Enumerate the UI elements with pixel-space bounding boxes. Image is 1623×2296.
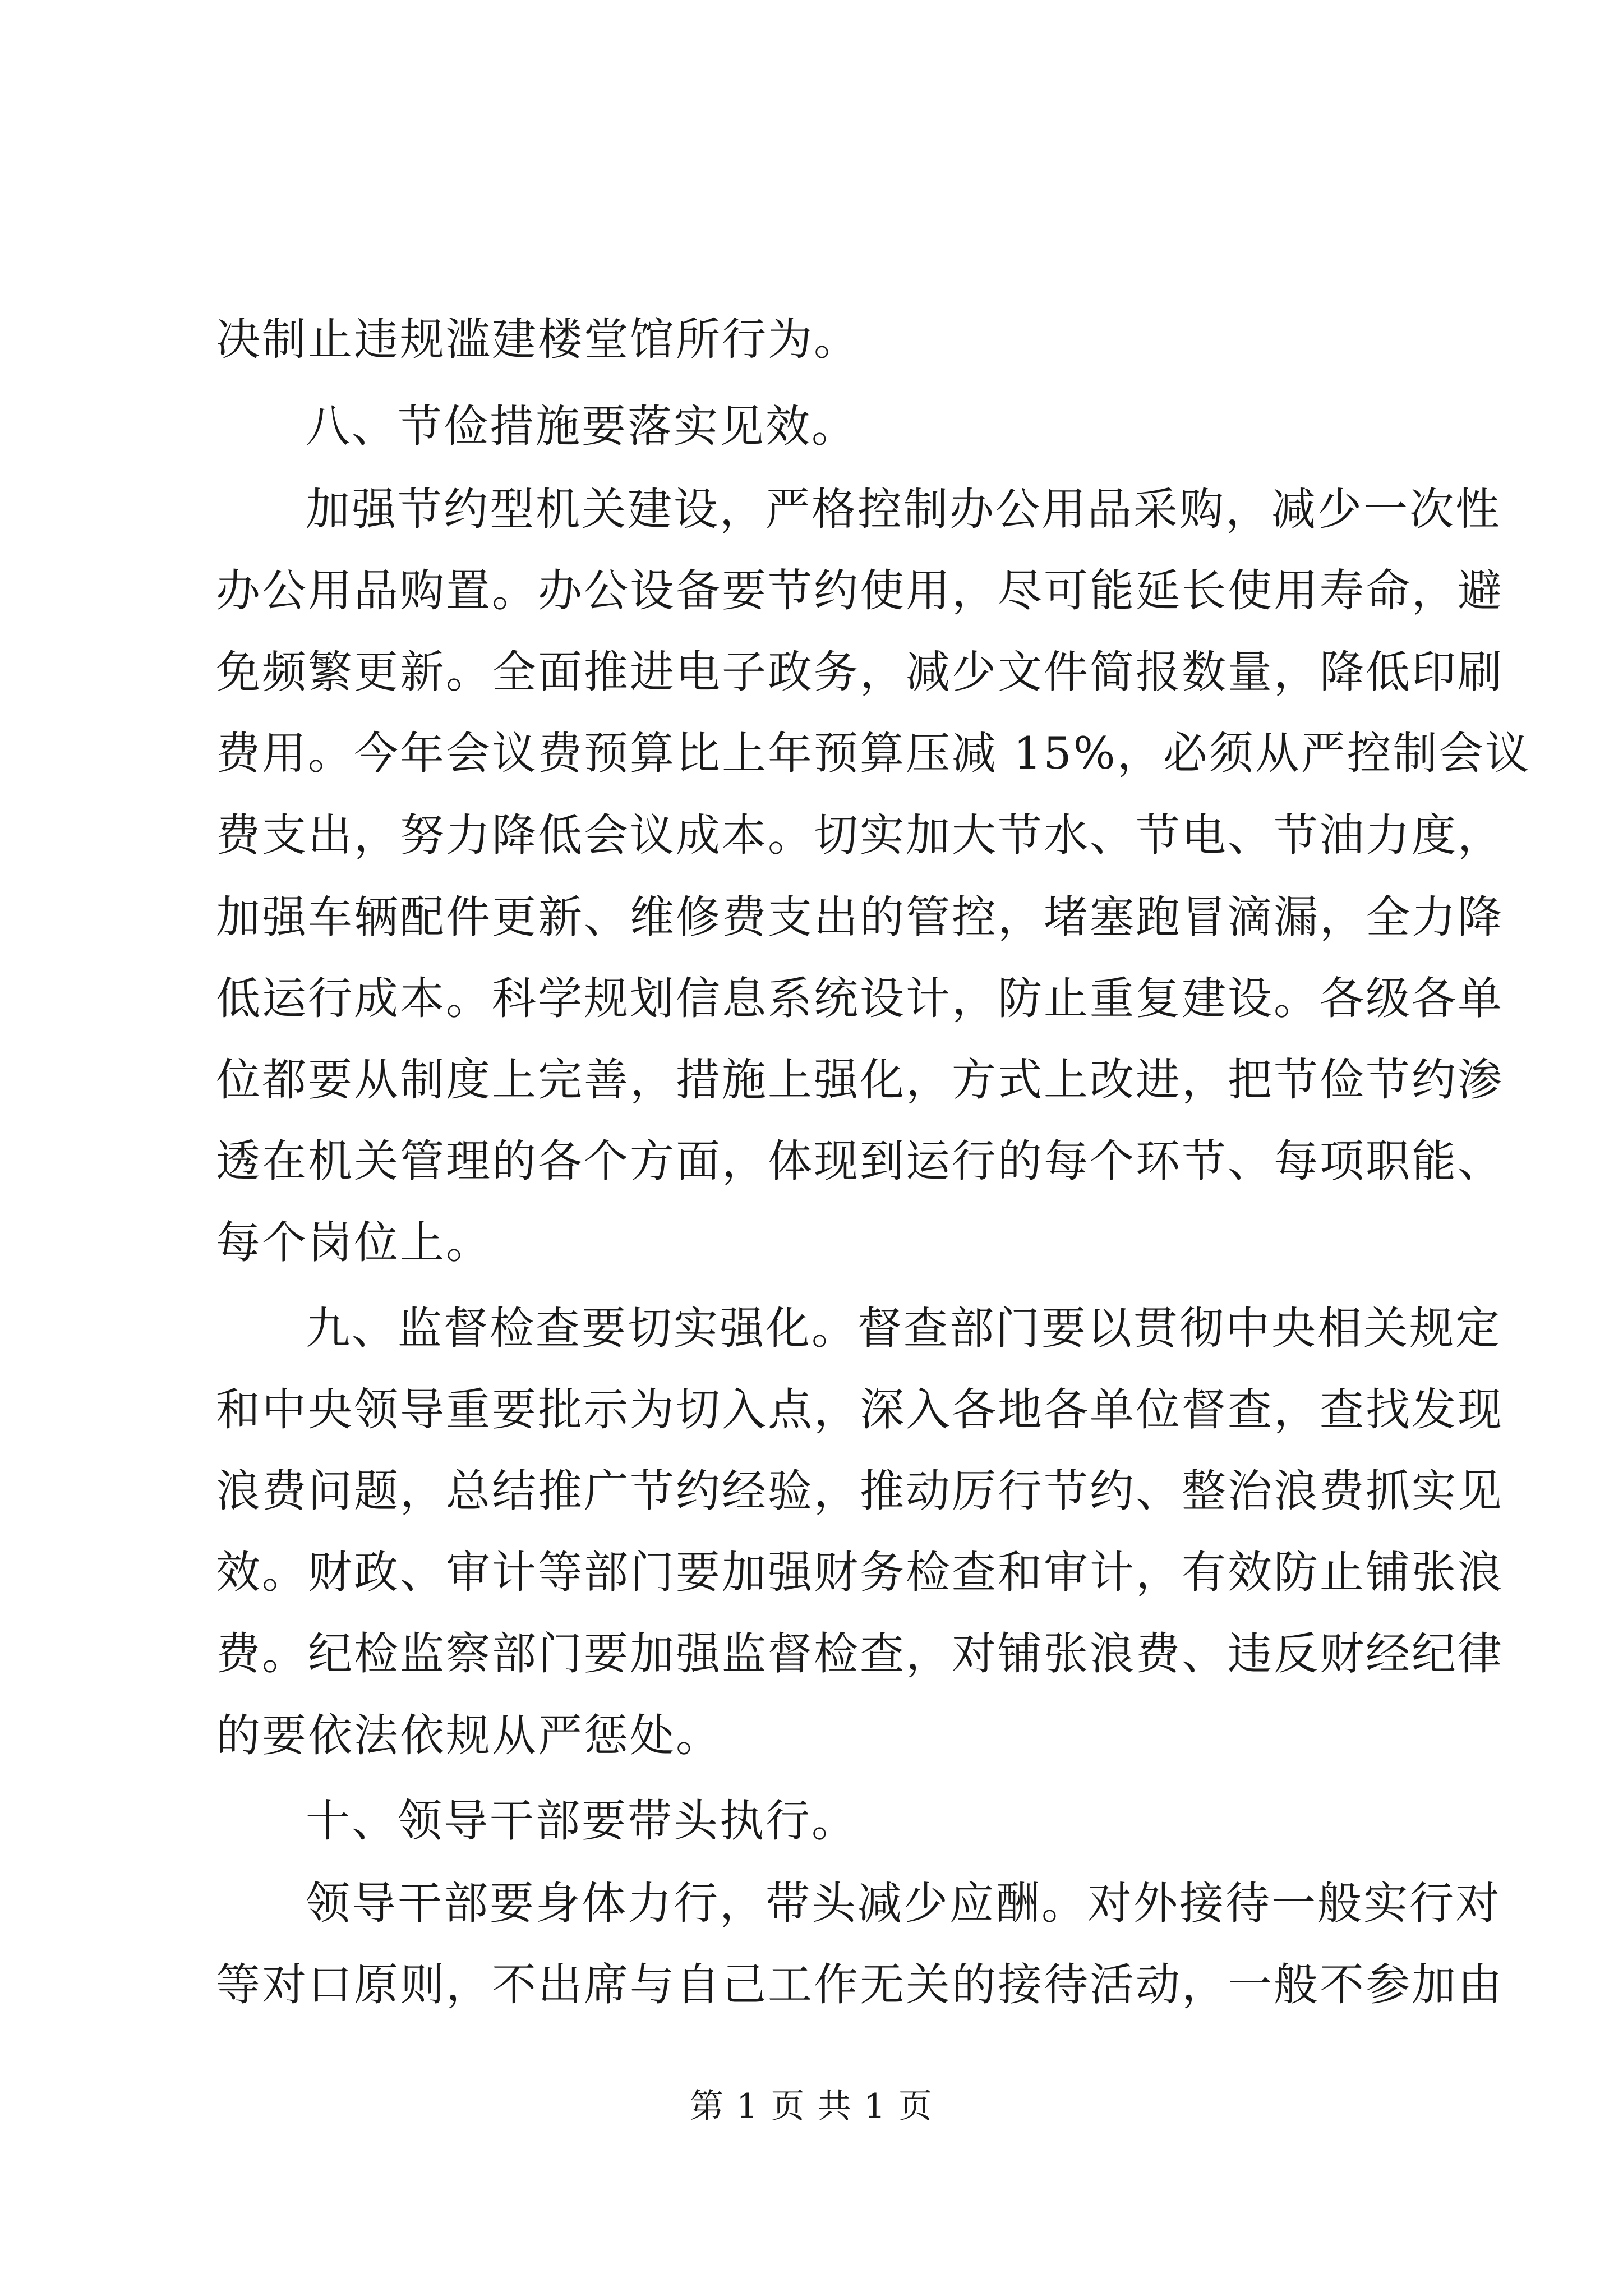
text-line: 领导干部要身体力行，带头减少应酬。对外接待一般实行对 bbox=[306, 1878, 1501, 1929]
text-line: 费支出，努力降低会议成本。切实加大节水、节电、节油力度， bbox=[216, 809, 1504, 861]
text-line: 浪费问题，总结推广节约经验，推动厉行节约、整治浪费抓实见 bbox=[216, 1465, 1504, 1517]
text-line: 免频繁更新。全面推进电子政务，减少文件简报数量，降低印刷 bbox=[216, 646, 1504, 698]
section-heading: 八、节俭措施要落实见效。 bbox=[306, 401, 857, 452]
text-line: 加强节约型机关建设，严格控制办公用品采购，减少一次性 bbox=[306, 484, 1501, 535]
text-line: 决制止违规滥建楼堂馆所行为。 bbox=[216, 314, 860, 365]
text-line: 每个岗位上。 bbox=[216, 1217, 492, 1268]
text-line: 加强车辆配件更新、维修费支出的管控，堵塞跑冒滴漏，全力降 bbox=[216, 891, 1504, 943]
text-line: 低运行成本。科学规划信息系统设计，防止重复建设。各级各单 bbox=[216, 973, 1504, 1024]
text-line: 位都要从制度上完善，措施上强化，方式上改进，把节俭节约渗 bbox=[216, 1054, 1504, 1106]
text-line: 和中央领导重要批示为切入点，深入各地各单位督查，查找发现 bbox=[216, 1384, 1504, 1435]
page-footer: 第 1 页 共 1 页 bbox=[690, 2087, 933, 2126]
text-line: 费用。今年会议费预算比上年预算压减 15%，必须从严控制会议 bbox=[216, 728, 1531, 779]
section-heading: 九、监督检查要切实强化。督查部门要以贯彻中央相关规定 bbox=[306, 1303, 1501, 1354]
text-line: 的要依法依规从严惩处。 bbox=[216, 1710, 722, 1761]
text-line: 办公用品购置。办公设备要节约使用，尽可能延长使用寿命，避 bbox=[216, 565, 1504, 616]
text-line: 效。财政、审计等部门要加强财务检查和审计，有效防止铺张浪 bbox=[216, 1547, 1504, 1598]
text-line: 透在机关管理的各个方面，体现到运行的每个环节、每项职能、 bbox=[216, 1135, 1504, 1187]
section-heading: 十、领导干部要带头执行。 bbox=[306, 1795, 857, 1847]
text-line: 费。纪检监察部门要加强监督检查，对铺张浪费、违反财经纪律 bbox=[216, 1628, 1504, 1680]
text-line: 等对口原则，不出席与自己工作无关的接待活动，一般不参加由 bbox=[216, 1959, 1504, 2010]
